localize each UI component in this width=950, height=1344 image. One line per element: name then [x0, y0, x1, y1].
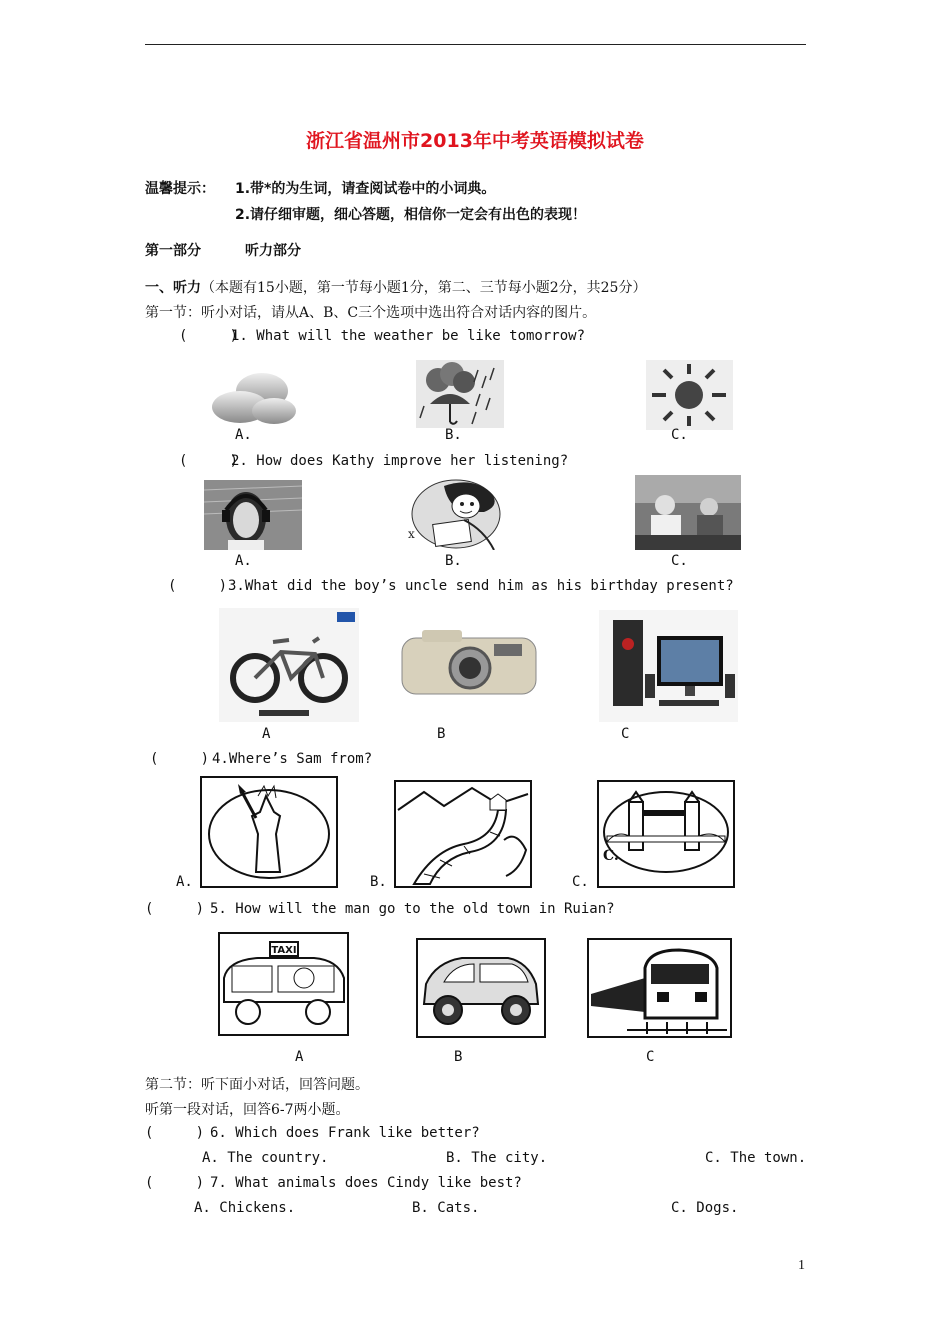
q4-label-a: A.: [176, 874, 193, 890]
q2-answer-blank[interactable]: ( ): [179, 453, 239, 469]
taxi-icon: [218, 932, 349, 1036]
svg-text:x: x: [408, 527, 415, 541]
dialogue1-instruction: 听第一段对话，回答6-7两小题。: [145, 1102, 350, 1118]
tips-label: 温馨提示：: [145, 181, 215, 197]
great-wall-icon: [394, 780, 532, 888]
q6-text: 6. Which does Frank like better?: [210, 1125, 480, 1141]
cartoon-reading-icon: [404, 478, 504, 550]
q4-answer-blank[interactable]: ( ): [150, 751, 210, 767]
q3-label-b: B: [437, 726, 446, 742]
q6-option-a: A. The country.: [202, 1150, 329, 1166]
q2-text: 2. How does Kathy improve her listening?: [231, 453, 569, 469]
sun-icon: [646, 360, 733, 430]
camera-photo: [398, 624, 540, 698]
section1-note: （本题有15小题，第一节每小题1分，第二、三节每小题2分，共25分）: [201, 280, 647, 296]
q1-label-c: C.: [671, 427, 688, 443]
train-icon: [587, 938, 732, 1038]
page-title: 浙江省温州市2013年中考英语模拟试卷: [306, 130, 644, 152]
part-number: 第一部分: [145, 243, 201, 259]
car-icon: [416, 938, 546, 1038]
tips-line-1: 1.带*的为生词，请查阅试卷中的小词典。: [235, 181, 496, 197]
q1-label-a: A.: [235, 427, 252, 443]
q3-text: 3.What did the boy’s uncle send him as his birthday present?: [228, 578, 734, 594]
taxi-sign-text: TAXI: [271, 945, 297, 956]
q6-option-b: B. The city.: [446, 1150, 548, 1166]
q5-label-a: A: [295, 1049, 304, 1065]
q7-answer-blank[interactable]: ( ): [145, 1175, 205, 1191]
header-rule: [145, 44, 806, 45]
bicycle-photo: [219, 608, 359, 722]
q2-label-b: B.: [445, 553, 462, 569]
q5-text: 5. How will the man go to the old town in Ruian?: [210, 901, 615, 917]
q7-text: 7. What animals does Cindy like best?: [210, 1175, 522, 1191]
umbrella-rain-icon: [416, 360, 504, 428]
q5-label-b: B: [454, 1049, 463, 1065]
q7-option-a: A. Chickens.: [194, 1200, 296, 1216]
teacher-student-photo: [635, 475, 741, 550]
tips-line-2: 2.请仔细审题，细心答题，相信你一定会有出色的表现！: [235, 207, 587, 223]
q4-label-b: B.: [370, 874, 387, 890]
q7-option-c: C. Dogs.: [671, 1200, 739, 1216]
cloud-icon: [204, 367, 300, 429]
q2-label-c: C.: [671, 553, 688, 569]
q5-answer-blank[interactable]: ( ): [145, 901, 205, 917]
page-number: 1: [798, 1258, 805, 1273]
q3-answer-blank[interactable]: ( ): [168, 578, 228, 594]
q2-label-a: A.: [235, 553, 252, 569]
bridge-letter: C.: [603, 848, 619, 864]
statue-of-liberty-icon: [200, 776, 338, 888]
q6-option-c: C. The town.: [705, 1150, 807, 1166]
q1-answer-blank[interactable]: ( ): [179, 328, 239, 344]
q3-label-a: A: [262, 726, 271, 742]
q4-text: 4.Where’s Sam from?: [212, 751, 373, 767]
section1-instruction: 第一节：听小对话，请从A、B、C三个选项中选出符合对话内容的图片。: [145, 305, 597, 321]
section2-heading: 第二节：听下面小对话，回答问题。: [145, 1077, 369, 1093]
q4-label-c: C.: [572, 874, 589, 890]
section1-heading-line: [145, 277, 646, 297]
q6-answer-blank[interactable]: ( ): [145, 1125, 205, 1141]
q3-label-c: C: [621, 726, 630, 742]
q1-text: 1. What will the weather be like tomorrow?: [231, 328, 586, 344]
girl-headphones-photo: [204, 480, 302, 550]
part-name: 听力部分: [245, 243, 301, 259]
q1-label-b: B.: [445, 427, 462, 443]
tower-bridge-icon: [597, 780, 735, 888]
q7-option-b: B. Cats.: [412, 1200, 480, 1216]
computer-photo: [599, 610, 738, 722]
section1-heading: 一、听力: [145, 280, 201, 296]
q5-label-c: C: [646, 1049, 655, 1065]
